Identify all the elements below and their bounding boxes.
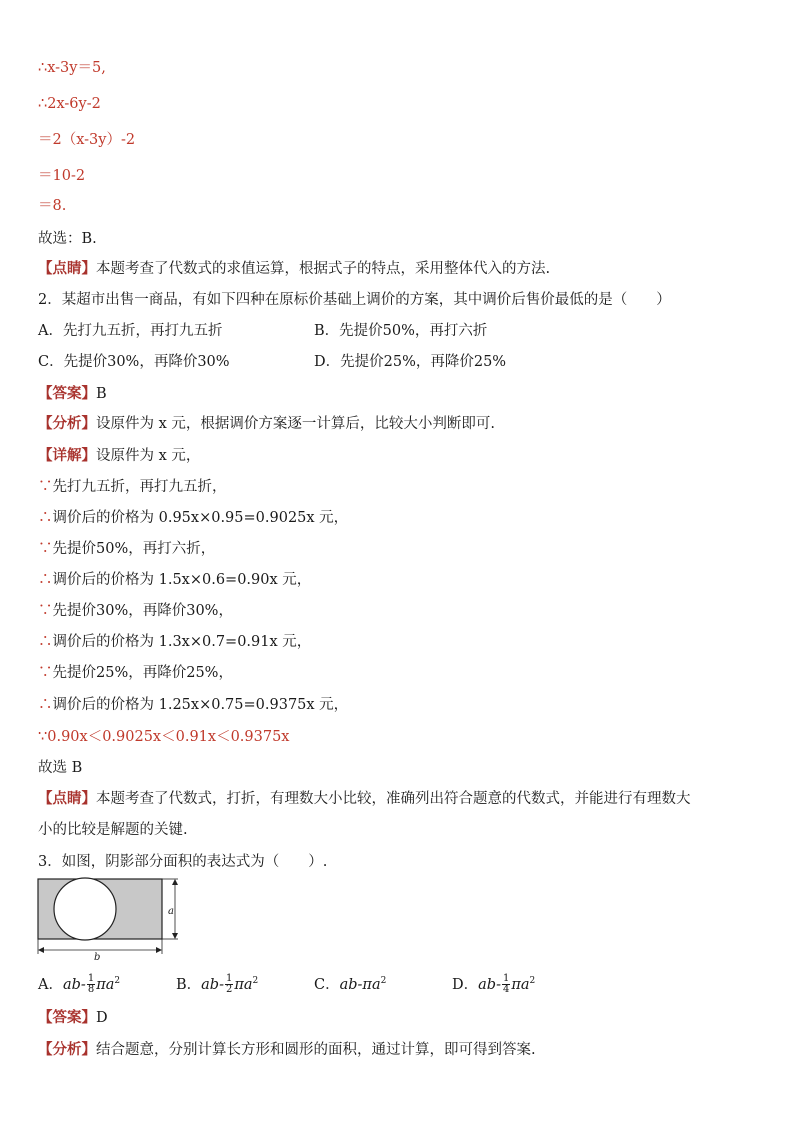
q2-option-b[interactable]: B．先提价50%，再打六折 bbox=[314, 323, 488, 339]
step-2: ∴2x-6y-2 bbox=[38, 96, 101, 112]
q2-step-4: ∴调价后的价格为 1.5x×0.6=0.90x 元， bbox=[38, 572, 312, 588]
label-a: a bbox=[168, 906, 174, 917]
q3-answer: 【答案】D bbox=[38, 1009, 108, 1026]
q2-option-a[interactable]: A．先打九五折，再打九五折 bbox=[38, 323, 223, 339]
q3-option-a[interactable]: A．ab- $\frac{1}{8}$ $\pi a^2$ bbox=[38, 973, 121, 996]
q2-analysis: 【分析】设原件为 x 元，根据调价方案逐一计算后，比较大小判断即可. bbox=[38, 415, 496, 432]
q2-option-d[interactable]: D．先提价25%，再降价25% bbox=[314, 354, 507, 370]
q3-stem: 3．如图，阴影部分面积的表达式为（ ）. bbox=[38, 854, 328, 870]
q3-figure bbox=[36, 876, 188, 966]
label-b: b bbox=[94, 952, 101, 962]
dianjing-1: 【点睛】本题考查了代数式的求值运算，根据式子的特点，采用整体代入的方法. bbox=[38, 260, 551, 277]
q2-step-1: ∵先打九五折，再打九五折， bbox=[38, 479, 227, 495]
q3-option-b[interactable]: B．ab- $\frac{1}{2}$ $\pi a^2$ bbox=[176, 973, 259, 996]
step-4: ＝10-2 bbox=[38, 168, 86, 184]
q2-step-3: ∵先提价50%，再打六折， bbox=[38, 541, 216, 557]
q2-step-7: ∵先提价25%，再降价25%， bbox=[38, 665, 233, 681]
q2-step-2: ∴调价后的价格为 0.95x×0.95=0.9025x 元， bbox=[38, 510, 349, 526]
step-1: ∴x-3y＝5, bbox=[38, 60, 106, 76]
q2-dianjing-cont: 小的比较是解题的关键. bbox=[38, 822, 188, 838]
choice-1: 故选：B. bbox=[38, 231, 97, 247]
q3-option-d[interactable]: D．ab- $\frac{1}{4}$ $\pi a^2$ bbox=[452, 973, 536, 996]
step-3: ＝2（x-3y）-2 bbox=[38, 132, 136, 148]
q2-dianjing: 【点睛】本题考查了代数式，打折，有理数大小比较，准确列出符合题意的代数式，并能进行有理数大 bbox=[38, 790, 691, 807]
q2-option-c[interactable]: C．先提价30%，再降价30% bbox=[38, 354, 230, 370]
q2-step-8: ∴调价后的价格为 1.25x×0.75=0.9375x 元， bbox=[38, 697, 349, 713]
inner-circle bbox=[54, 878, 116, 940]
q2-choice: 故选 B bbox=[38, 760, 83, 776]
q2-detail: 【详解】设原件为 x 元， bbox=[38, 447, 201, 464]
q2-answer: 【答案】B bbox=[38, 385, 107, 402]
q2-step-9: ∵0.90x＜0.9025x＜0.91x＜0.9375x bbox=[38, 729, 290, 745]
step-5: ＝8. bbox=[38, 198, 67, 214]
q2-step-6: ∴调价后的价格为 1.3x×0.7=0.91x 元， bbox=[38, 634, 312, 650]
q2-stem: 2．某超市出售一商品，有如下四种在原标价基础上调价的方案，其中调价后售价最低的是（ ） bbox=[38, 292, 671, 308]
q3-option-c[interactable]: C．$ab-\pi a^2$ bbox=[314, 976, 387, 993]
q2-step-5: ∵先提价30%，再降价30%， bbox=[38, 603, 233, 619]
q3-analysis: 【分析】结合题意，分别计算长方形和圆形的面积，通过计算，即可得到答案. bbox=[38, 1041, 536, 1058]
